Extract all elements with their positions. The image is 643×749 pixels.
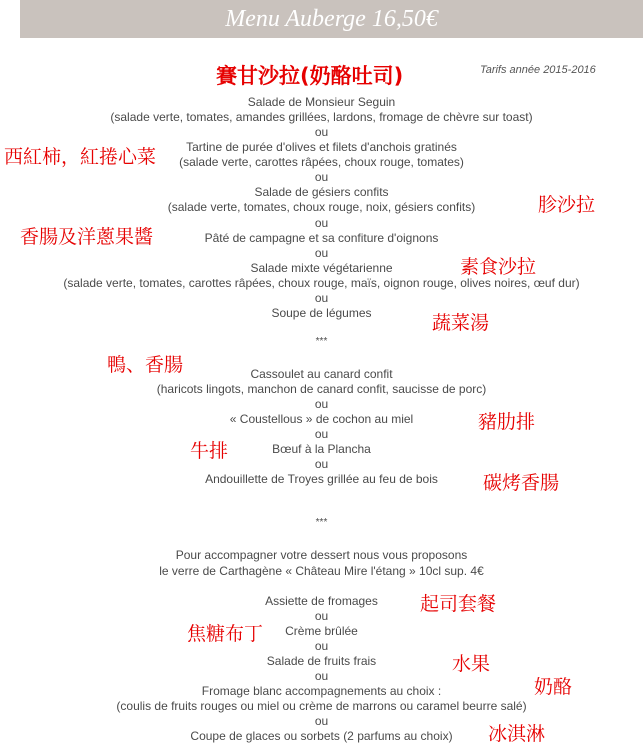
- menu-item-starter-3: Salade de gésiers confits: [254, 185, 389, 199]
- menu-item-dessert-3: Salade de fruits frais: [266, 654, 377, 668]
- annotation-cheese-plate: 起司套餐: [420, 593, 497, 615]
- or-separator: ou: [314, 291, 329, 305]
- section-divider: ***: [315, 517, 328, 528]
- menu-item-main-4: Andouillette de Troyes grillée au feu de bois: [205, 472, 438, 486]
- annotation-seguin-salad: 賽甘沙拉(奶酪吐司): [216, 64, 404, 88]
- menu-item-description: (salade verte, tomates, amandes grillées, lardons, fromage de chèvre sur toast): [110, 110, 533, 124]
- menu-item-description: (salade verte, tomates, carottes râpées, choux rouge, maïs, oignon rouge, olives noires, œuf dur): [63, 276, 580, 290]
- or-separator: ou: [314, 246, 329, 260]
- or-separator: ou: [314, 427, 329, 441]
- menu-item-dessert-2: Crème brûlée: [285, 624, 358, 638]
- or-separator: ou: [314, 457, 329, 471]
- or-separator: ou: [314, 397, 329, 411]
- menu-item-dessert-5: Coupe de glaces ou sorbets (2 parfums au choix): [190, 729, 453, 743]
- annotation-creme-brulee: 焦糖布丁: [187, 623, 264, 645]
- annotation-vegetable-soup: 蔬菜湯: [432, 312, 490, 334]
- menu-item-dessert-4: Fromage blanc accompagnements au choix :: [201, 684, 442, 698]
- menu-item-main-3: Bœuf à la Plancha: [272, 442, 371, 456]
- or-separator: ou: [314, 170, 329, 184]
- section-divider: ***: [315, 336, 328, 347]
- dessert-intro: Pour accompagner votre dessert nous vous proposons: [175, 548, 468, 562]
- annotation-fruit-salad: 水果: [452, 653, 491, 675]
- menu-item-description: (coulis de fruits rouges ou miel ou crème de marrons ou caramel beurre salé): [116, 699, 527, 713]
- annotation-vegetarian-salad: 素食沙拉: [460, 256, 537, 278]
- annotation-pork-ribs: 豬肋排: [478, 411, 536, 433]
- menu-item-description: (salade verte, tomates, choux rouge, noix, gésiers confits): [167, 200, 476, 214]
- menu-item-description: (salade verte, carottes râpées, choux rouge, tomates): [179, 155, 464, 169]
- annotation-pate: 香腸及洋蔥果醬: [20, 226, 154, 248]
- annotation-gizzard-salad: 胗沙拉: [538, 194, 596, 216]
- menu-header: [20, 0, 643, 38]
- annotation-ice-cream: 冰淇淋: [488, 723, 546, 745]
- menu-item-main-2: « Coustellous » de cochon au miel: [229, 412, 414, 426]
- annotation-fromage-blanc: 奶酪: [534, 676, 573, 698]
- menu-item-dessert-1: Assiette de fromages: [265, 594, 378, 608]
- menu-item-starter-5: Salade mixte végétarienne: [250, 261, 393, 275]
- or-separator: ou: [314, 125, 329, 139]
- annotation-tartine: 西紅柿，紅捲心菜: [4, 146, 157, 168]
- annotation-beef: 牛排: [190, 440, 229, 462]
- or-separator: ou: [314, 639, 329, 653]
- tarifs-note: Tarifs année 2015-2016: [480, 64, 596, 76]
- or-separator: ou: [314, 669, 329, 683]
- menu-item-main-1: Cassoulet au canard confit: [250, 367, 393, 381]
- menu-item-starter-4: Pâté de campagne et sa confiture d'oignons: [204, 231, 439, 245]
- annotation-andouillette: 碳烤香腸: [483, 472, 560, 494]
- menu-title: Menu Auberge 16,50€: [225, 6, 438, 32]
- menu-item-starter-1: Salade de Monsieur Seguin: [247, 95, 396, 109]
- annotation-cassoulet: 鴨、香腸: [107, 354, 184, 376]
- menu-item-starter-6: Soupe de légumes: [271, 306, 372, 320]
- menu-item-starter-2: Tartine de purée d'olives et filets d'anchois gratinés: [186, 140, 457, 154]
- dessert-wine-offer: le verre de Carthagène « Château Mire l'étang » 10cl sup. 4€: [159, 564, 484, 578]
- or-separator: ou: [314, 714, 329, 728]
- menu-item-description: (haricots lingots, manchon de canard confit, saucisse de porc): [156, 382, 487, 396]
- or-separator: ou: [314, 609, 329, 623]
- or-separator: ou: [314, 216, 329, 230]
